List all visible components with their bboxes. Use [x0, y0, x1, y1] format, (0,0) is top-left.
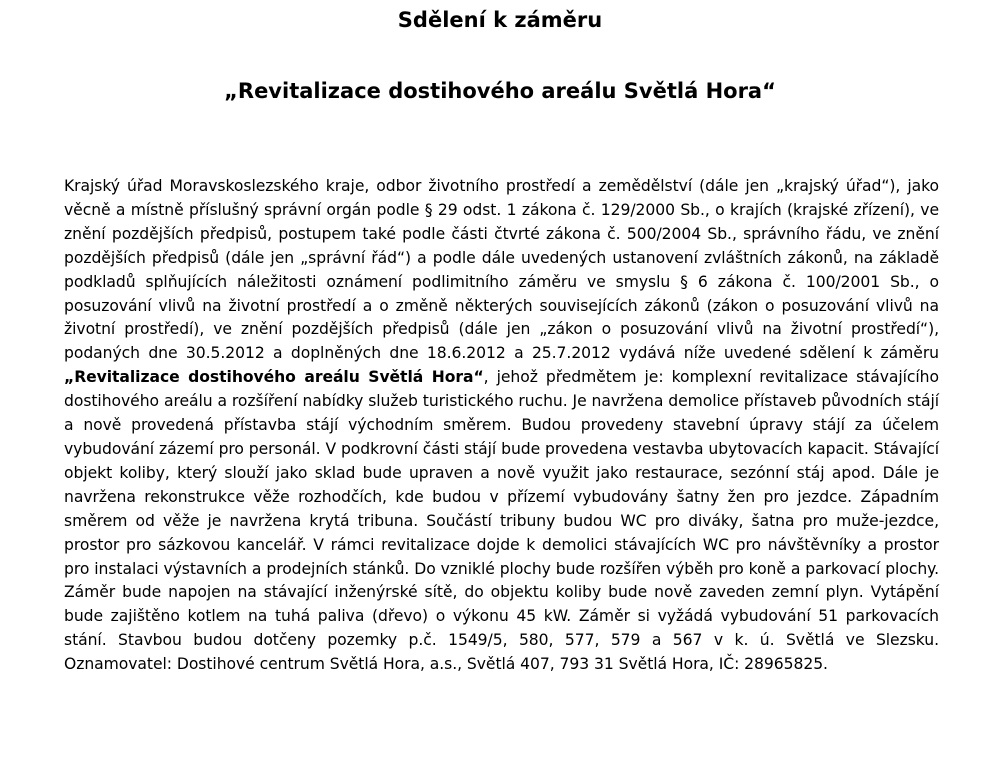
document-title: „Revitalizace dostihového areálu Světlá Hora“ [224, 79, 776, 103]
document-heading: Sdělení k záměru [397, 8, 603, 32]
document-body-paragraph [64, 175, 939, 677]
body-text-part-2: , jehož předmětem je: komplexní revitalizace stávajícího dostihového areálu a rozšíření nabídky služeb turistického ruchu. Je navržena demolice přístaveb původních stájí a nově provedená přístavba stájí východním směrem. Budou provedeny stavební úpravy stájí za účelem vybudování zázemí pro personál. V podkrovní části stájí bude provedena vestavba ubytovacích kapacit. Stávající objekt koliby, který slouží jako sklad bude upraven a nově využit jako restaurace, sezónní stáj apod. Dále je navržena rekonstrukce věže rozhodčích, kde budou v přízemí vybudovány šatny žen pro jezdce. Západním směrem od věže je navržena krytá tribuna. Součástí tribuny budou WC pro diváky, šatna pro muže-jezdce, prostor pro sázkovou kancelář. V rámci revitalizace dojde k demolici stávajících WC pro návštěvníky a prostor pro instalaci výstavních a prodejních stánků. Do vzniklé plochy bude rozšířen výběh pro koně a parkovací plochy. Záměr bude napojen na stávající inženýrské sítě, do objektu koliby bude nově zaveden zemní plyn. Vytápění bude zajištěno kotlem na tuhá paliva (dřevo) o výkonu 45 kW. Záměr si vyžádá vybudování 51 parkovacích stání. Stavbou budou dotčeny pozemky p.č. 1549/5, 580, 577, 579 a 567 v k. ú. Světlá ve Slezsku. Oznamovatel: Dostihové centrum Světlá Hora, a.s., Světlá 407, 793 31 Světlá Hora, IČ: 28965825. [64, 368, 939, 674]
body-project-name: „Revitalizace dostihového areálu Světlá Hora“ [64, 368, 484, 387]
body-text-part-1: Krajský úřad Moravskoslezského kraje, odbor životního prostředí a zemědělství (dále jen „krajský úřad“), jako věcně a místně příslušný správní orgán podle § 29 odst. 1 zákona č. 129/2000 Sb., o krajích (krajské zřízení), ve znění pozdějších předpisů, postupem také podle části čtvrté zákona č. 500/2004 Sb., správního řádu, ve znění pozdějších předpisů (dále jen „správní řád“) a podle dále uvedených ustanovení zvláštních zákonů, na základě podkladů splňujících náležitosti oznámení podlimitního záměru ve smyslu § 6 zákona č. 100/2001 Sb., o posuzování vlivů na životní prostředí a o změně některých souvisejících zákonů (zákon o posuzování vlivů na životní prostředí), ve znění pozdějších předpisů (dále jen „zákon o posuzování vlivů na životní prostředí“), podaných dne 30.5.2012 a doplněných dne 18.6.2012 a 25.7.2012 vydává níže uvedené sdělení k záměru [64, 177, 939, 363]
